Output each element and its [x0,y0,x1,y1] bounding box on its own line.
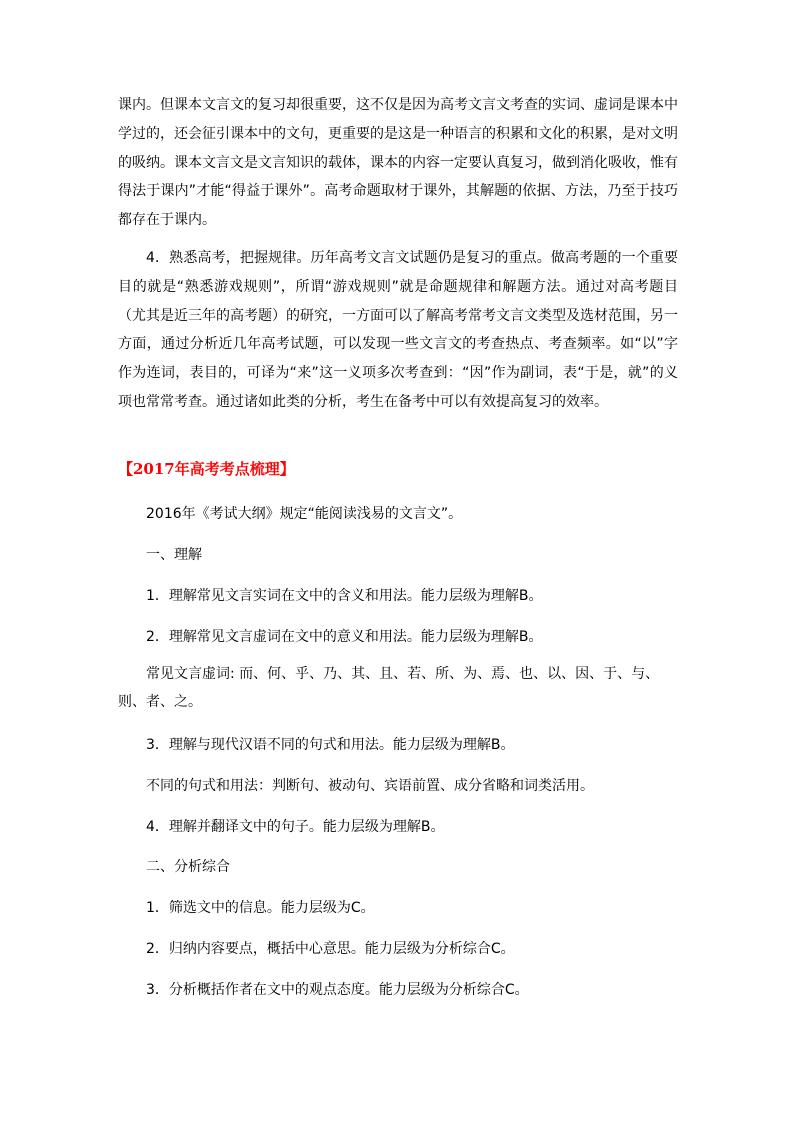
outline-heading-analysis: 二、分析综合 [146,859,230,875]
outline-item-notional-words: 1．理解常见文言实词在文中的含义和用法。能力层级为理解B。 [146,588,543,604]
section-heading: 【2017年高考考点梳理】 [118,460,295,478]
outline-item-summarize: 2．归纳内容要点，概括中心意思。能力层级为分析综合C。 [146,941,515,957]
outline-statement: 2016年《考试大纲》规定“能阅读浅易的文言文”。 [146,506,463,522]
outline-item-translation: 4．理解并翻译文中的句子。能力层级为理解B。 [146,819,445,835]
paragraph-textbook-review: 课内。但课本文言文的复习却很重要，这不仅是因为高考文言文考查的实词、虚词是课本中学过的，还会征引课本中的文句，更重要的是这是一种语言的积累和文化的积累，是对文明的吸纳。课本文言文是文言知识的载体，课本的内容一定要认真复习，做到消化吸收，惟有得法于课内”才能“得益于课外”。高考命题取材于课外，其解题的依据、方法，乃至于技巧都存在于课内。 [118,97,678,229]
outline-heading-understanding: 一、理解 [146,547,202,563]
outline-item-function-words: 2．理解常见文言虚词在文中的意义和用法。能力层级为理解B。 [146,629,543,645]
outline-sentence-pattern-list: 不同的句式和用法：判断句、被动句、宾语前置、成分省略和词类活用。 [146,778,594,794]
paragraph-familiar-gaokao: 4．熟悉高考，把握规律。历年高考文言文试题仍是复习的重点。做高考题的一个重要目的就是“熟悉游戏规则”，所谓“游戏规则”就是命题规律和解题方法。通过对高考题目（尤其是近三年的高考题）的研究，一方面可以了解高考常考文言文类型及选材范围，另一方面，通过分析近几年高考试题，可以发现一些文言文的考查热点、考查频率。如“以”字作为连词，表目的，可译为“来”这一义项多次考查到：“因”作为副词，表“于是，就”的义项也常常考查。通过诸如此类的分析，考生在备考中可以有效提高复习的效率。 [118,250,678,410]
outline-item-sentence-patterns: 3．理解与现代汉语不同的句式和用法。能力层级为理解B。 [146,737,515,753]
outline-function-word-list: 常见文言虚词: 而、何、乎、乃、其、且、若、所、为、焉、也、以、因、于、与、则、者、之。 [118,666,660,710]
outline-item-screen-info: 1．筛选文中的信息。能力层级为C。 [146,900,375,916]
outline-item-author-attitude: 3．分析概括作者在文中的观点态度。能力层级为分析综合C。 [146,982,529,998]
